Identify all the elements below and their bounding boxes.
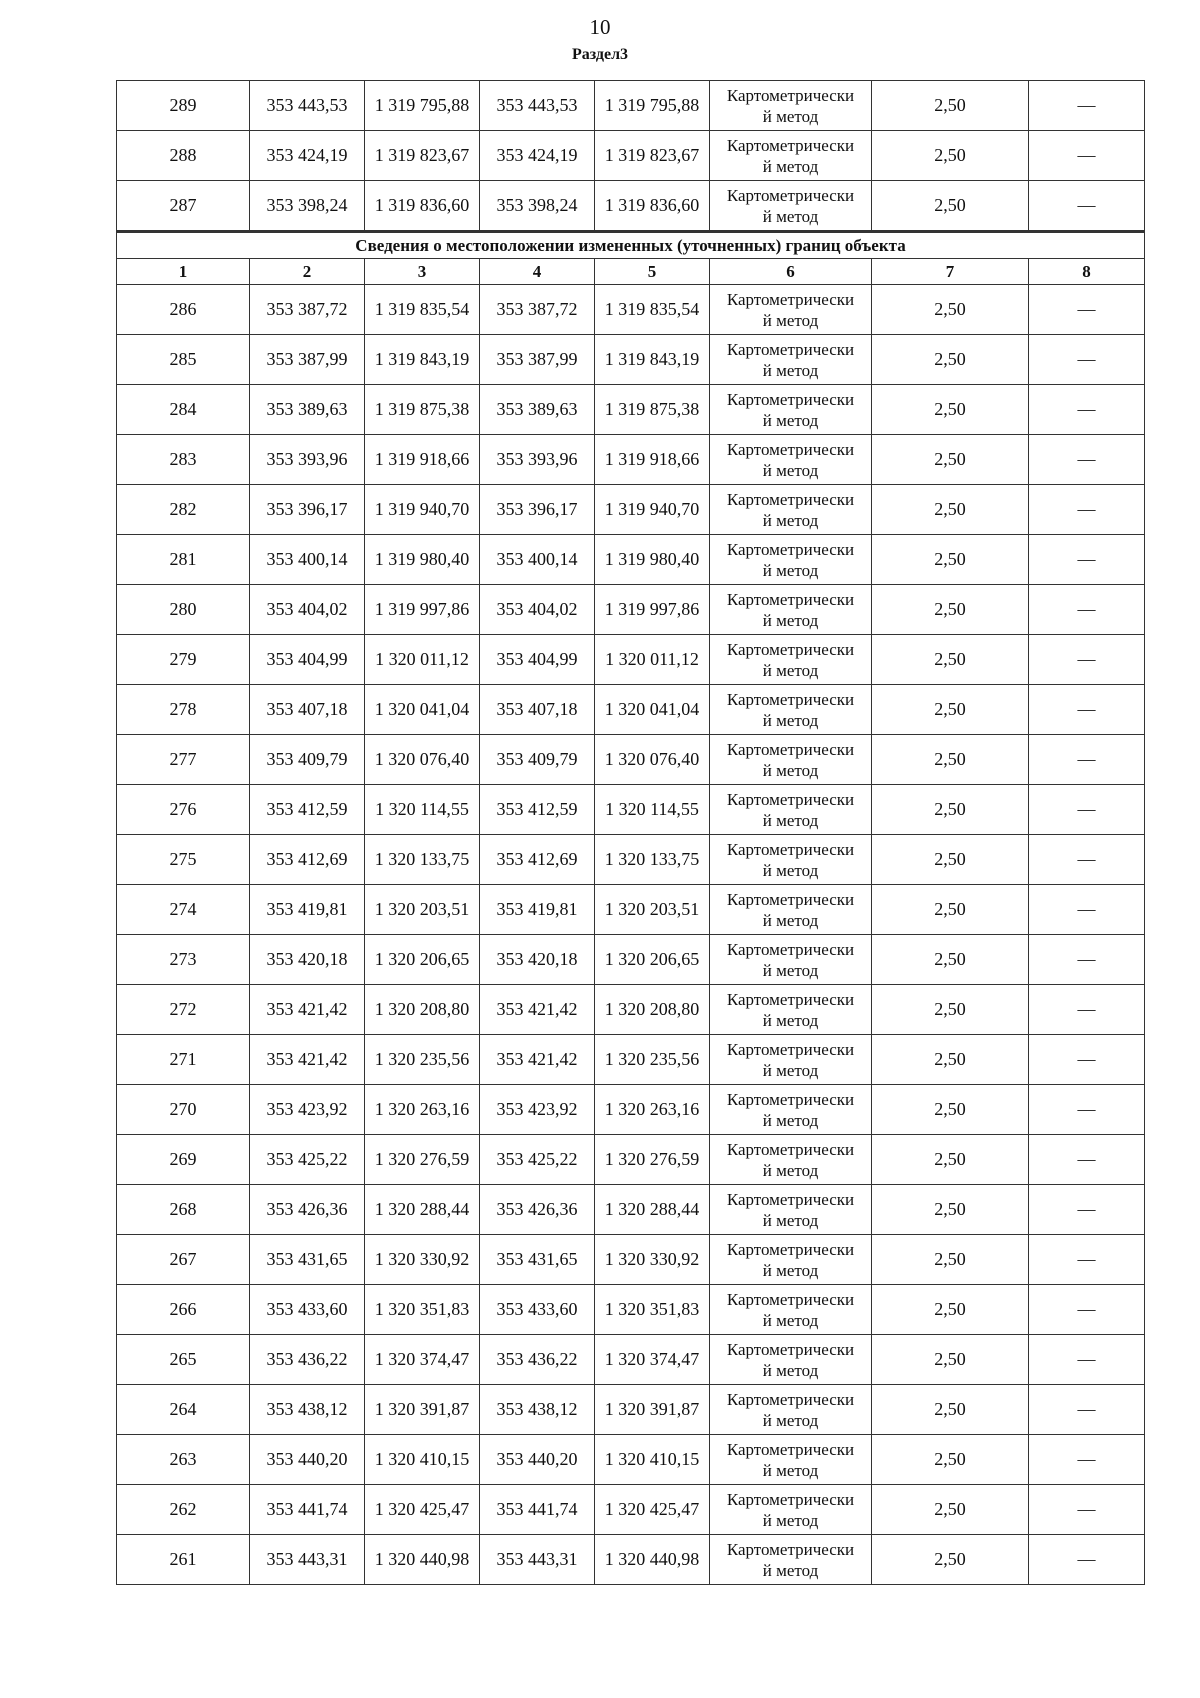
note-cell: — (1029, 131, 1145, 181)
x-new-cell: 353 424,19 (480, 131, 595, 181)
y-new-cell: 1 320 440,98 (595, 1535, 710, 1585)
y-existing-cell: 1 320 330,92 (365, 1235, 480, 1285)
x-new-cell: 353 441,74 (480, 1485, 595, 1535)
point-number-cell: 266 (117, 1285, 250, 1335)
x-new-cell: 353 426,36 (480, 1185, 595, 1235)
y-new-cell: 1 320 288,44 (595, 1185, 710, 1235)
table-row (117, 1285, 1145, 1335)
table-body-after (117, 285, 1145, 1585)
table-row (117, 1235, 1145, 1285)
method-cell: Картометрически й метод (710, 635, 872, 685)
note-cell: — (1029, 885, 1145, 935)
method-cell: Картометрически й метод (710, 81, 872, 131)
x-new-cell: 353 421,42 (480, 1035, 595, 1085)
point-number-cell: 271 (117, 1035, 250, 1085)
accuracy-cell: 2,50 (872, 1085, 1029, 1135)
method-cell: Картометрически й метод (710, 1135, 872, 1185)
note-cell: — (1029, 1435, 1145, 1485)
x-new-cell: 353 389,63 (480, 385, 595, 435)
note-cell: — (1029, 1485, 1145, 1535)
y-existing-cell: 1 320 374,47 (365, 1335, 480, 1385)
point-number-cell: 282 (117, 485, 250, 535)
point-number-cell: 275 (117, 835, 250, 885)
method-cell: Картометрически й метод (710, 1385, 872, 1435)
x-existing-cell: 353 412,69 (250, 835, 365, 885)
y-existing-cell: 1 319 795,88 (365, 81, 480, 131)
method-cell: Картометрически й метод (710, 1485, 872, 1535)
x-existing-cell: 353 438,12 (250, 1385, 365, 1435)
note-cell: — (1029, 935, 1145, 985)
note-cell: — (1029, 81, 1145, 131)
note-cell: — (1029, 1135, 1145, 1185)
x-new-cell: 353 433,60 (480, 1285, 595, 1335)
x-new-cell: 353 398,24 (480, 181, 595, 232)
method-cell: Картометрически й метод (710, 285, 872, 335)
table-row (117, 535, 1145, 585)
note-cell: — (1029, 635, 1145, 685)
point-number-cell: 288 (117, 131, 250, 181)
x-existing-cell: 353 421,42 (250, 1035, 365, 1085)
point-number-cell: 261 (117, 1535, 250, 1585)
x-new-cell: 353 396,17 (480, 485, 595, 535)
table-row (117, 131, 1145, 181)
y-existing-cell: 1 320 011,12 (365, 635, 480, 685)
x-new-cell: 353 387,72 (480, 285, 595, 335)
y-existing-cell: 1 319 823,67 (365, 131, 480, 181)
x-existing-cell: 353 400,14 (250, 535, 365, 585)
y-existing-cell: 1 319 835,54 (365, 285, 480, 335)
x-new-cell: 353 419,81 (480, 885, 595, 935)
x-new-cell: 353 436,22 (480, 1335, 595, 1385)
accuracy-cell: 2,50 (872, 785, 1029, 835)
accuracy-cell: 2,50 (872, 935, 1029, 985)
accuracy-cell: 2,50 (872, 335, 1029, 385)
y-new-cell: 1 319 795,88 (595, 81, 710, 131)
x-existing-cell: 353 424,19 (250, 131, 365, 181)
point-number-cell: 268 (117, 1185, 250, 1235)
accuracy-cell: 2,50 (872, 885, 1029, 935)
table-row (117, 1085, 1145, 1135)
x-new-cell: 353 387,99 (480, 335, 595, 385)
point-number-cell: 272 (117, 985, 250, 1035)
y-existing-cell: 1 320 041,04 (365, 685, 480, 735)
note-cell: — (1029, 1235, 1145, 1285)
note-cell: — (1029, 585, 1145, 635)
note-cell: — (1029, 685, 1145, 735)
accuracy-cell: 2,50 (872, 285, 1029, 335)
point-number-cell: 279 (117, 635, 250, 685)
table-row (117, 485, 1145, 535)
y-new-cell: 1 320 114,55 (595, 785, 710, 835)
point-number-cell: 267 (117, 1235, 250, 1285)
method-cell: Картометрически й метод (710, 685, 872, 735)
table-row (117, 1185, 1145, 1235)
x-existing-cell: 353 426,36 (250, 1185, 365, 1235)
y-new-cell: 1 320 391,87 (595, 1385, 710, 1435)
x-existing-cell: 353 423,92 (250, 1085, 365, 1135)
boundary-coordinates-table (116, 80, 1145, 1585)
x-new-cell: 353 420,18 (480, 935, 595, 985)
point-number-cell: 278 (117, 685, 250, 735)
point-number-cell: 283 (117, 435, 250, 485)
accuracy-cell: 2,50 (872, 835, 1029, 885)
note-cell: — (1029, 285, 1145, 335)
y-existing-cell: 1 319 875,38 (365, 385, 480, 435)
table-row (117, 1135, 1145, 1185)
y-existing-cell: 1 320 263,16 (365, 1085, 480, 1135)
x-existing-cell: 353 433,60 (250, 1285, 365, 1335)
y-existing-cell: 1 320 133,75 (365, 835, 480, 885)
method-cell: Картометрически й метод (710, 181, 872, 232)
accuracy-cell: 2,50 (872, 435, 1029, 485)
method-cell: Картометрически й метод (710, 485, 872, 535)
table-row (117, 1385, 1145, 1435)
method-cell: Картометрически й метод (710, 1535, 872, 1585)
y-new-cell: 1 320 263,16 (595, 1085, 710, 1135)
y-new-cell: 1 320 276,59 (595, 1135, 710, 1185)
accuracy-cell: 2,50 (872, 985, 1029, 1035)
x-existing-cell: 353 404,02 (250, 585, 365, 635)
y-existing-cell: 1 320 440,98 (365, 1535, 480, 1585)
x-existing-cell: 353 421,42 (250, 985, 365, 1035)
x-existing-cell: 353 409,79 (250, 735, 365, 785)
point-number-cell: 281 (117, 535, 250, 585)
accuracy-cell: 2,50 (872, 1385, 1029, 1435)
method-cell: Картометрически й метод (710, 1235, 872, 1285)
accuracy-cell: 2,50 (872, 1485, 1029, 1535)
point-number-cell: 289 (117, 81, 250, 131)
table-row (117, 885, 1145, 935)
method-cell: Картометрически й метод (710, 785, 872, 835)
method-cell: Картометрически й метод (710, 585, 872, 635)
accuracy-cell: 2,50 (872, 1535, 1029, 1585)
x-new-cell: 353 438,12 (480, 1385, 595, 1435)
point-number-cell: 284 (117, 385, 250, 435)
method-cell: Картометрически й метод (710, 1335, 872, 1385)
table-row (117, 985, 1145, 1035)
y-new-cell: 1 319 836,60 (595, 181, 710, 232)
column-number: 8 (1029, 259, 1145, 285)
table-row (117, 81, 1145, 131)
accuracy-cell: 2,50 (872, 485, 1029, 535)
y-new-cell: 1 320 041,04 (595, 685, 710, 735)
point-number-cell: 286 (117, 285, 250, 335)
note-cell: — (1029, 1085, 1145, 1135)
column-number-row (117, 259, 1145, 285)
y-new-cell: 1 320 410,15 (595, 1435, 710, 1485)
y-existing-cell: 1 320 206,65 (365, 935, 480, 985)
column-number: 4 (480, 259, 595, 285)
y-new-cell: 1 319 940,70 (595, 485, 710, 535)
method-cell: Картометрически й метод (710, 835, 872, 885)
note-cell: — (1029, 181, 1145, 232)
x-existing-cell: 353 398,24 (250, 181, 365, 232)
point-number-cell: 270 (117, 1085, 250, 1135)
method-cell: Картометрически й метод (710, 885, 872, 935)
x-new-cell: 353 407,18 (480, 685, 595, 735)
note-cell: — (1029, 1035, 1145, 1085)
table-row (117, 585, 1145, 635)
note-cell: — (1029, 535, 1145, 585)
accuracy-cell: 2,50 (872, 131, 1029, 181)
column-number: 5 (595, 259, 710, 285)
y-new-cell: 1 319 918,66 (595, 435, 710, 485)
note-cell: — (1029, 1185, 1145, 1235)
x-new-cell: 353 421,42 (480, 985, 595, 1035)
y-existing-cell: 1 319 980,40 (365, 535, 480, 585)
y-existing-cell: 1 320 235,56 (365, 1035, 480, 1085)
column-number: 3 (365, 259, 480, 285)
y-new-cell: 1 319 980,40 (595, 535, 710, 585)
x-existing-cell: 353 443,53 (250, 81, 365, 131)
table-row (117, 1535, 1145, 1585)
table-row (117, 335, 1145, 385)
y-existing-cell: 1 320 203,51 (365, 885, 480, 935)
method-cell: Картометрически й метод (710, 1285, 872, 1335)
table-row (117, 735, 1145, 785)
table-row (117, 685, 1145, 735)
note-cell: — (1029, 735, 1145, 785)
x-new-cell: 353 440,20 (480, 1435, 595, 1485)
method-cell: Картометрически й метод (710, 935, 872, 985)
point-number-cell: 265 (117, 1335, 250, 1385)
y-new-cell: 1 320 076,40 (595, 735, 710, 785)
section-title: Раздел3 (571, 46, 629, 63)
point-number-cell: 273 (117, 935, 250, 985)
point-number-cell: 287 (117, 181, 250, 232)
point-number-cell: 269 (117, 1135, 250, 1185)
y-existing-cell: 1 320 410,15 (365, 1435, 480, 1485)
table-row (117, 285, 1145, 335)
note-cell: — (1029, 785, 1145, 835)
x-new-cell: 353 443,31 (480, 1535, 595, 1585)
column-number: 2 (250, 259, 365, 285)
x-existing-cell: 353 440,20 (250, 1435, 365, 1485)
x-existing-cell: 353 443,31 (250, 1535, 365, 1585)
accuracy-cell: 2,50 (872, 385, 1029, 435)
y-existing-cell: 1 320 425,47 (365, 1485, 480, 1535)
accuracy-cell: 2,50 (872, 1335, 1029, 1385)
x-new-cell: 353 423,92 (480, 1085, 595, 1135)
y-new-cell: 1 320 208,80 (595, 985, 710, 1035)
x-new-cell: 353 404,99 (480, 635, 595, 685)
accuracy-cell: 2,50 (872, 1135, 1029, 1185)
accuracy-cell: 2,50 (872, 585, 1029, 635)
table-row (117, 1435, 1145, 1485)
y-existing-cell: 1 319 836,60 (365, 181, 480, 232)
column-number: 1 (117, 259, 250, 285)
section-caption-row (117, 232, 1145, 259)
method-cell: Картометрически й метод (710, 131, 872, 181)
y-existing-cell: 1 320 208,80 (365, 985, 480, 1035)
x-new-cell: 353 412,59 (480, 785, 595, 835)
y-new-cell: 1 320 351,83 (595, 1285, 710, 1335)
x-new-cell: 353 425,22 (480, 1135, 595, 1185)
table-row (117, 635, 1145, 685)
point-number-cell: 280 (117, 585, 250, 635)
note-cell: — (1029, 335, 1145, 385)
method-cell: Картометрически й метод (710, 535, 872, 585)
y-new-cell: 1 320 206,65 (595, 935, 710, 985)
page-number: 10 (589, 15, 611, 39)
x-existing-cell: 353 431,65 (250, 1235, 365, 1285)
accuracy-cell: 2,50 (872, 635, 1029, 685)
note-cell: — (1029, 435, 1145, 485)
column-number: 7 (872, 259, 1029, 285)
table-row (117, 935, 1145, 985)
method-cell: Картометрически й метод (710, 1035, 872, 1085)
section-caption: Сведения о местоположении измененных (уточненных) границ объекта (117, 232, 1145, 259)
x-new-cell: 353 431,65 (480, 1235, 595, 1285)
accuracy-cell: 2,50 (872, 181, 1029, 232)
point-number-cell: 263 (117, 1435, 250, 1485)
note-cell: — (1029, 1535, 1145, 1585)
y-new-cell: 1 320 203,51 (595, 885, 710, 935)
x-existing-cell: 353 419,81 (250, 885, 365, 935)
x-existing-cell: 353 425,22 (250, 1135, 365, 1185)
y-new-cell: 1 319 875,38 (595, 385, 710, 435)
x-new-cell: 353 412,69 (480, 835, 595, 885)
accuracy-cell: 2,50 (872, 1235, 1029, 1285)
y-existing-cell: 1 320 076,40 (365, 735, 480, 785)
x-existing-cell: 353 404,99 (250, 635, 365, 685)
note-cell: — (1029, 835, 1145, 885)
method-cell: Картометрически й метод (710, 985, 872, 1035)
point-number-cell: 276 (117, 785, 250, 835)
y-existing-cell: 1 320 288,44 (365, 1185, 480, 1235)
x-new-cell: 353 400,14 (480, 535, 595, 585)
x-existing-cell: 353 396,17 (250, 485, 365, 535)
method-cell: Картометрически й метод (710, 1435, 872, 1485)
y-existing-cell: 1 319 997,86 (365, 585, 480, 635)
column-number: 6 (710, 259, 872, 285)
x-new-cell: 353 409,79 (480, 735, 595, 785)
note-cell: — (1029, 1335, 1145, 1385)
y-existing-cell: 1 319 843,19 (365, 335, 480, 385)
point-number-cell: 264 (117, 1385, 250, 1435)
accuracy-cell: 2,50 (872, 685, 1029, 735)
y-existing-cell: 1 320 391,87 (365, 1385, 480, 1435)
accuracy-cell: 2,50 (872, 81, 1029, 131)
accuracy-cell: 2,50 (872, 535, 1029, 585)
table-row (117, 1485, 1145, 1535)
point-number-cell: 274 (117, 885, 250, 935)
method-cell: Картометрически й метод (710, 1185, 872, 1235)
x-existing-cell: 353 407,18 (250, 685, 365, 735)
x-existing-cell: 353 387,72 (250, 285, 365, 335)
note-cell: — (1029, 385, 1145, 435)
y-existing-cell: 1 320 276,59 (365, 1135, 480, 1185)
point-number-cell: 262 (117, 1485, 250, 1535)
table-row (117, 435, 1145, 485)
y-new-cell: 1 319 823,67 (595, 131, 710, 181)
y-existing-cell: 1 320 114,55 (365, 785, 480, 835)
x-new-cell: 353 404,02 (480, 585, 595, 635)
point-number-cell: 277 (117, 735, 250, 785)
x-existing-cell: 353 412,59 (250, 785, 365, 835)
y-new-cell: 1 320 425,47 (595, 1485, 710, 1535)
note-cell: — (1029, 485, 1145, 535)
note-cell: — (1029, 1285, 1145, 1335)
accuracy-cell: 2,50 (872, 735, 1029, 785)
method-cell: Картометрически й метод (710, 335, 872, 385)
table-row (117, 1035, 1145, 1085)
method-cell: Картометрически й метод (710, 735, 872, 785)
table-row (117, 785, 1145, 835)
accuracy-cell: 2,50 (872, 1285, 1029, 1335)
y-new-cell: 1 320 011,12 (595, 635, 710, 685)
method-cell: Картометрически й метод (710, 1085, 872, 1135)
accuracy-cell: 2,50 (872, 1035, 1029, 1085)
x-existing-cell: 353 420,18 (250, 935, 365, 985)
x-new-cell: 353 393,96 (480, 435, 595, 485)
y-new-cell: 1 319 835,54 (595, 285, 710, 335)
y-new-cell: 1 319 997,86 (595, 585, 710, 635)
y-new-cell: 1 320 133,75 (595, 835, 710, 885)
y-new-cell: 1 320 235,56 (595, 1035, 710, 1085)
method-cell: Картометрически й метод (710, 385, 872, 435)
table-body-before (117, 81, 1145, 232)
method-cell: Картометрически й метод (710, 435, 872, 485)
x-existing-cell: 353 393,96 (250, 435, 365, 485)
point-number-cell: 285 (117, 335, 250, 385)
y-existing-cell: 1 320 351,83 (365, 1285, 480, 1335)
accuracy-cell: 2,50 (872, 1435, 1029, 1485)
table-row (117, 181, 1145, 232)
y-new-cell: 1 319 843,19 (595, 335, 710, 385)
x-existing-cell: 353 387,99 (250, 335, 365, 385)
x-existing-cell: 353 389,63 (250, 385, 365, 435)
y-new-cell: 1 320 330,92 (595, 1235, 710, 1285)
table-row (117, 1335, 1145, 1385)
table-row (117, 835, 1145, 885)
y-existing-cell: 1 319 940,70 (365, 485, 480, 535)
table-row (117, 385, 1145, 435)
x-existing-cell: 353 436,22 (250, 1335, 365, 1385)
note-cell: — (1029, 1385, 1145, 1435)
y-existing-cell: 1 319 918,66 (365, 435, 480, 485)
x-existing-cell: 353 441,74 (250, 1485, 365, 1535)
note-cell: — (1029, 985, 1145, 1035)
x-new-cell: 353 443,53 (480, 81, 595, 131)
y-new-cell: 1 320 374,47 (595, 1335, 710, 1385)
accuracy-cell: 2,50 (872, 1185, 1029, 1235)
